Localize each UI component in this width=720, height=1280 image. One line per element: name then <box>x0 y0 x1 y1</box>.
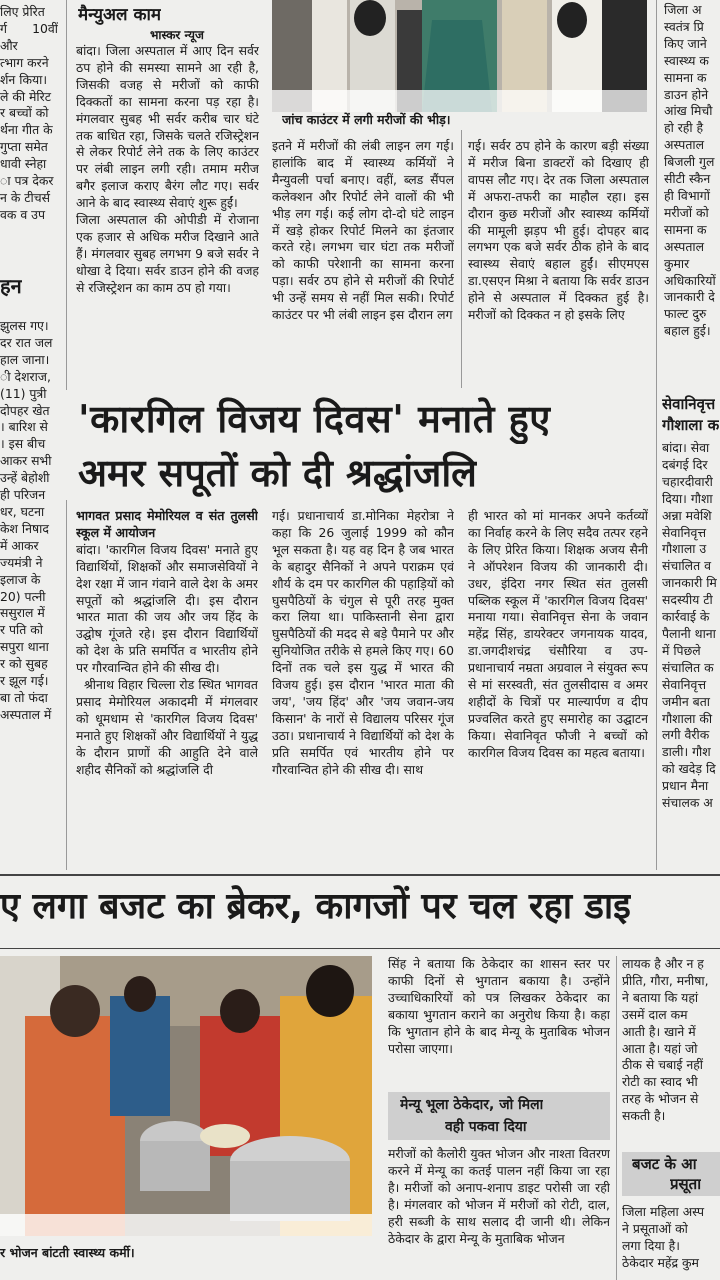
text-line: दर रात जल <box>0 334 53 350</box>
column-divider <box>656 0 657 388</box>
text-line: सपुरा थाना <box>0 639 49 655</box>
text-line: प्रीति, गौरा, मनीषा, <box>622 972 709 988</box>
text-line: लायक है और न ह <box>622 956 704 971</box>
text-line: इलाज के <box>0 571 41 587</box>
text-line: अस्पताल <box>664 137 704 153</box>
text-line: फाल्ट दुरु <box>664 306 707 322</box>
paragraph: इतने में मरीजों की लंबी लाइन लग गई। हालांकि बाद में स्वास्थ्य कर्मियों ने मैन्युवली पर्चा बनाए। वहीं, ब्लड सैंपल कलेक्शन और रिपोर्ट लेने वालों की भी भीड़ लग गई। कई लोग दो-दो घंटे लाइन में खड़े होकर रिपोर्ट मिलने का इंतजार करते रहे। लगभग चार घंटा तक मरीजों को काफी परेशानी का सामना करना पड़ा। सर्वर ठप होने से मरीजों की रिपोर्ट भी उन्हें समय से नहीं मिल सकी। रिपोर्ट काउंटर पर भी लंबी लाइन इस दौरान लग <box>272 138 454 323</box>
column-divider <box>66 500 67 870</box>
text-line: ही विभागों <box>664 187 710 203</box>
column-divider <box>461 130 462 388</box>
text-line: दिया। गौशा <box>662 490 713 506</box>
photo-caption: र भोजन बांटती स्वास्थ्य कर्मी। <box>0 1245 135 1260</box>
text-line: तरह के भोजन से <box>622 1091 699 1107</box>
budget-column-4 <box>622 1204 720 1280</box>
side-story-headline-2: गौशाला क <box>662 416 720 434</box>
text-line: हाल जाना। <box>0 351 50 367</box>
text-line: जानकारी दे <box>664 289 715 305</box>
text-line: र्ग 10वीं और <box>0 20 58 53</box>
paragraph: सिंह ने बताया कि ठेकेदार का शासन स्तर पर काफी दिनों से भुगतान बकाया है। उन्होंने उच्चाधिकारियों को पत्र लिखकर ठेकेदार का बकाया भुगतान कराने का अनुरोध किया है। कहा कि भुगतान होने के बाद मेन्यू के मुताबिक भोजन परोसा जाएगा। <box>388 956 610 1056</box>
photo-caption: जांच काउंटर में लगी मरीजों की भीड़। <box>282 112 451 127</box>
text-line: र बच्चों को <box>0 105 49 121</box>
text-line: त्भाग करने <box>0 54 49 70</box>
text-line: किए जाने <box>664 35 707 51</box>
budget-subhead-line-1: मेन्यू भूला ठेकेदार, जो मिला <box>400 1097 544 1113</box>
kargil-headline-line-2: अमर सपूतों को दी श्रद्धांजलि <box>78 451 477 495</box>
text-line: आती है। खाने में <box>622 1023 696 1039</box>
paragraph: बांदा। जिला अस्पताल में आए दिन सर्वर ठप होने की समस्या सामने आ रही है, जिसकी वजह से मरीजों को काफी दिक्कतों का सामना करना पड़ रहा है। मंगलवार सुबह भी सर्वर करीब चार घंटे तक बाधित रहा, जिसके चलते रजिस्ट्रेशन से लेकर रिपोर्ट लेने तक के लिए काउंटर पर लंबी लाइन लगी रही। तमाम मरीज बगैर इलाज कराए बैरंग लौट गए। सर्वर आने के बाद स्वास्थ्य सेवाएं शुरू हुईं। <box>76 43 259 211</box>
text-line: ससुराल में <box>0 605 45 621</box>
budget-subhead-line-2: वही पकवा दिया <box>445 1119 527 1135</box>
text-line: बांदा। सेवा <box>662 440 710 455</box>
text-line: लगी वैरीक <box>662 727 710 743</box>
text-line: केश निषाद <box>0 520 49 536</box>
hospital-crowd-photo <box>272 0 647 112</box>
text-line: संचालित व <box>662 558 711 574</box>
text-line: पैलानी थाना <box>662 625 716 641</box>
text-line: ने बताया कि यहां <box>622 989 699 1005</box>
text-line: बा तो फंदा <box>0 689 48 705</box>
budget-column-3 <box>622 956 720 1146</box>
side-story-column <box>662 440 720 870</box>
section-divider <box>0 948 720 949</box>
right-edge-column <box>664 2 720 382</box>
text-line: ठीक से चबाई नहीं <box>622 1057 704 1073</box>
text-line: जिला अ <box>664 2 702 17</box>
paragraph: श्रीनाथ विहार चिल्ला रोड स्थित भागवत प्रसाद मेमोरियल अकादमी में मंगलवार को धूमधाम से 'कारगिल विजय दिवस' मनाते हुए शिक्षकों और विद्यार्थियों ने युद्ध के दौरान प्राणों की आहुति देने वाले शहीद सैनिकों को श्रद्धांजलि दी <box>76 677 258 777</box>
text-line: प्रधान मैना <box>662 778 709 794</box>
story-byline: भास्कर न्यूज <box>150 28 204 42</box>
text-line: में पिछले <box>662 642 701 658</box>
text-line: दोपहर खेत <box>0 402 50 418</box>
kargil-column-2 <box>272 508 454 870</box>
text-line: उन्हें बेहोशी <box>0 470 50 486</box>
column-divider <box>66 0 67 390</box>
left-edge-column-2 <box>0 318 58 858</box>
text-line: जमीन बता <box>662 693 710 709</box>
story-headline: मैन्युअल काम <box>78 5 162 25</box>
story-column-3 <box>468 138 649 388</box>
text-line: र्शन किया। <box>0 71 48 87</box>
left-edge-headline: हन <box>0 274 22 298</box>
column-divider <box>616 956 617 1280</box>
paragraph: बांदा। 'कारगिल विजय दिवस' मनाते हुए विद्यार्थियों, शिक्षकों और समाजसेवियों ने देश रक्षा में जान गंवाने वाले देश के अमर सपूतों को श्रद्धांजलि दी। इस दौरान भारत माता की जय और जय हिंद के उद्घोष गूंजते रहे। इस दौरान विद्यार्थियों को देश के प्रति समर्पित व भारतीय होने पर गौरवान्वित होने की सीख दी। <box>76 541 258 676</box>
paragraph: जिला अस्पताल की ओपीडी में रोजाना एक हजार से अधिक मरीज दिखाने आते हैं। मंगलवार सुबह लगभग 9 बजे सर्वर ने धोखा दे दिया। सर्वर डाउन होने की वजह से रजिस्ट्रेशन का काम ठप हो गया। <box>76 212 259 295</box>
text-line: बिजली गुल <box>664 154 715 170</box>
text-line: सीटी स्कैन <box>664 171 711 187</box>
side-story-headline-1: सेवानिवृत्त <box>662 395 716 413</box>
paragraph: मरीजों को कैलोरी युक्त भोजन और नाश्ता वितरण करने में मेन्यू का कतई पालन नहीं किया जा रहा है। मरीजों को अनाप-शनाप डाइट परोसी जा रही है। मंगलवार को भोजन में मरीजों को रोटी, दाल, हरी सब्जी के साथ सलाद दी जानी थी। लेकिन ठेकेदार के द्वारा मेन्यू के मुताबिक भोजन <box>388 1146 610 1246</box>
text-line: स्वतंत्र प्रि <box>664 18 704 34</box>
text-line: कार्रवाई के <box>662 609 710 625</box>
text-line: धर, घटना <box>0 503 45 519</box>
text-line: रोटी का स्वाद भी <box>622 1074 698 1090</box>
paragraph: गई। सर्वर ठप होने के कारण बड़ी संख्या में मरीज बिना डाक्टरों को दिखाए ही वापस लौट गए। देर तक जिला अस्पताल में अफरा-तफरी का माहौल रहा। इस दौरान कुछ मरीजों और स्वास्थ्य कर्मियों की मामूली झड़प भी हुई। दोपहर बाद लगभग एक बजे सर्वर ठीक होने के बाद स्वास्थ्य सेवाएं बहाल हुईं। सीएमएस डा.एसएन मिश्रा ने बताया कि सर्वर डाउन होने से अस्पताल में दिक्कत हुई है। मरीजों को दिक्कत न हो इसके लिए <box>468 138 649 323</box>
text-line: जानकारी मि <box>662 575 717 591</box>
side-subhead-line-1: बजट के आ <box>632 1155 697 1173</box>
text-line: अस्पताल <box>664 238 704 254</box>
text-line: 20) पत्नी <box>0 588 46 604</box>
kargil-column-3 <box>468 508 648 870</box>
text-line: र को सुबह <box>0 656 48 672</box>
text-line: संचालक अ <box>662 795 713 811</box>
text-line: गौशाला की <box>662 710 713 726</box>
column-divider <box>656 388 657 870</box>
text-line: मरीजों को <box>664 204 709 220</box>
text-line: । इस बीच <box>0 436 46 452</box>
text-line: वक व उप <box>0 206 45 222</box>
text-line: को खदेड़ दि <box>662 761 716 777</box>
text-line: आकर सभी <box>0 453 52 469</box>
text-line: ही परिजन <box>0 487 46 503</box>
text-line: गुप्ता समेत <box>0 139 48 155</box>
text-line: हो रही है <box>664 120 704 136</box>
text-line: (11) पुत्री <box>0 385 47 401</box>
text-line: र्थना गीत के <box>0 122 53 138</box>
text-line: स्वास्थ्य क <box>664 52 709 68</box>
text-line: ा पत्र देकर <box>0 173 54 189</box>
paragraph: ही भारत को मां मानकर अपने कर्तव्यों का निर्वाह करने के लिए सदैव तत्पर रहने के लिए प्रेरित किया। शिक्षक अजय सैनी ने ऑपरेशन विजय की जानकारी दी। उधर, इंदिरा नगर स्थित संत तुलसी पब्लिक स्कूल में 'कारगिल विजय दिवस' मनाया गया। सेवानिवृत्त सेना के जवान महेंद्र सिंह, डायरेक्टर जगनायक यादव, डा.जगदीशचंद्र चंसौरिया व उप-प्रधानाचार्य नम्रता अग्रवाल ने संयुक्त रूप से मां सरस्वती, संत तुलसीदास व अमर शहीदों के चित्रों पर माल्यार्पण व दीप प्रज्वलित करते हुए समारोह का उद्घाटन किया। सेवानिवृत फौजी ने बच्चों को कारगिल विजय दिवस का महत्व बताया। <box>468 508 648 760</box>
text-line: सकती है। <box>622 1108 666 1124</box>
text-line: ी देशराज, <box>0 368 51 384</box>
text-line: र पति को <box>0 622 43 638</box>
text-line: अन्ना मवेशि <box>662 507 712 523</box>
story-column-1 <box>76 43 259 388</box>
section-divider <box>0 874 720 876</box>
text-line: उसमें दाल कम <box>622 1006 688 1022</box>
text-line: गौशाला उ <box>662 541 707 557</box>
kargil-column-1 <box>76 508 258 870</box>
text-line: सेवानिवृत्त <box>662 676 707 692</box>
text-line: आंख मिचौ <box>664 103 713 119</box>
text-line: बहाल हुई। <box>664 323 711 339</box>
text-line: दबंगई दिर <box>662 456 708 472</box>
text-line: चहारदीवारी <box>662 473 713 489</box>
text-line: में आकर <box>0 537 39 553</box>
text-line: न के टीचर्स <box>0 189 50 205</box>
text-line: डाउन होने <box>664 86 709 102</box>
text-line: । बारिश से <box>0 419 48 435</box>
text-line: अस्पताल में <box>0 706 52 722</box>
text-line: ले की मेरिट <box>0 88 51 104</box>
kargil-subhead: भागवत प्रसाद मेमोरियल व संत तुलसी स्कूल में आयोजन <box>76 508 258 540</box>
text-line: ठेकेदार महेंद्र कुम <box>622 1254 699 1270</box>
kargil-headline-line-1: 'कारगिल विजय दिवस' मनाते हुए <box>78 397 551 441</box>
text-line: सामना क <box>664 69 707 85</box>
budget-column-1 <box>388 956 610 1086</box>
text-line: लिए प्रेरित <box>0 4 45 19</box>
text-line: झुलस गए। <box>0 318 49 333</box>
text-line: ने प्रसूताओं को <box>622 1220 688 1236</box>
text-line: ज्यमंत्री ने <box>0 554 43 570</box>
budget-column-2 <box>388 1146 610 1280</box>
text-line: धावी स्नेहा <box>0 156 47 172</box>
text-line: संचालित क <box>662 659 714 675</box>
text-line: सामना क <box>664 221 707 237</box>
story-column-2 <box>272 138 454 388</box>
paragraph: गई। प्रधानाचार्य डा.मोनिका मेहरोत्रा ने कहा कि 26 जुलाई 1999 को कौन भूल सकता है। यह वह दिन है जब भारत के बहादुर सैनिकों ने अपने पराक्रम एवं शौर्य के दम पर कारगिल की पहाड़ियों को घुसपैठियों के चंगुल से पूरी तरह मुक्त करा लिया था। पाकिस्तानी सेना द्वारा घुसपैठियों की मदद से बड़े पैमाने पर और सुनियोजित तरीके से हमले किए गए। 60 दिनों तक चले इस युद्ध में भारत की विजय हुई। इस दौरान 'भारत माता की जय', 'जय हिंद' और 'जय जवान-जय किसान' के नारों से विद्यालय परिसर गूंज उठा। प्रधानाचार्य ने विद्यार्थियों को देश के प्रति समर्पित एवं भारतीय होने पर गौरवान्वित होने की सीख दी। साथ <box>272 508 454 777</box>
text-line: अधिकारियों <box>664 272 716 288</box>
text-line: सदस्यीय टी <box>662 592 713 608</box>
text-line: जिला महिला अस्प <box>622 1204 705 1219</box>
text-line: लगा दिया है। <box>622 1237 680 1253</box>
text-line: आता है। यहां जो <box>622 1040 698 1056</box>
food-distribution-photo <box>0 956 372 1236</box>
text-line: र झूल गई। <box>0 673 49 689</box>
left-edge-column <box>0 4 58 254</box>
text-line: डाली। गौश <box>662 744 711 760</box>
budget-headline: ए लगा बजट का ब्रेकर, कागजों पर चल रहा डाइ <box>0 886 631 927</box>
side-subhead-line-2: प्रसूता <box>670 1175 702 1193</box>
text-line: सेवानिवृत्त <box>662 524 707 540</box>
text-line: कुमार <box>664 255 690 271</box>
